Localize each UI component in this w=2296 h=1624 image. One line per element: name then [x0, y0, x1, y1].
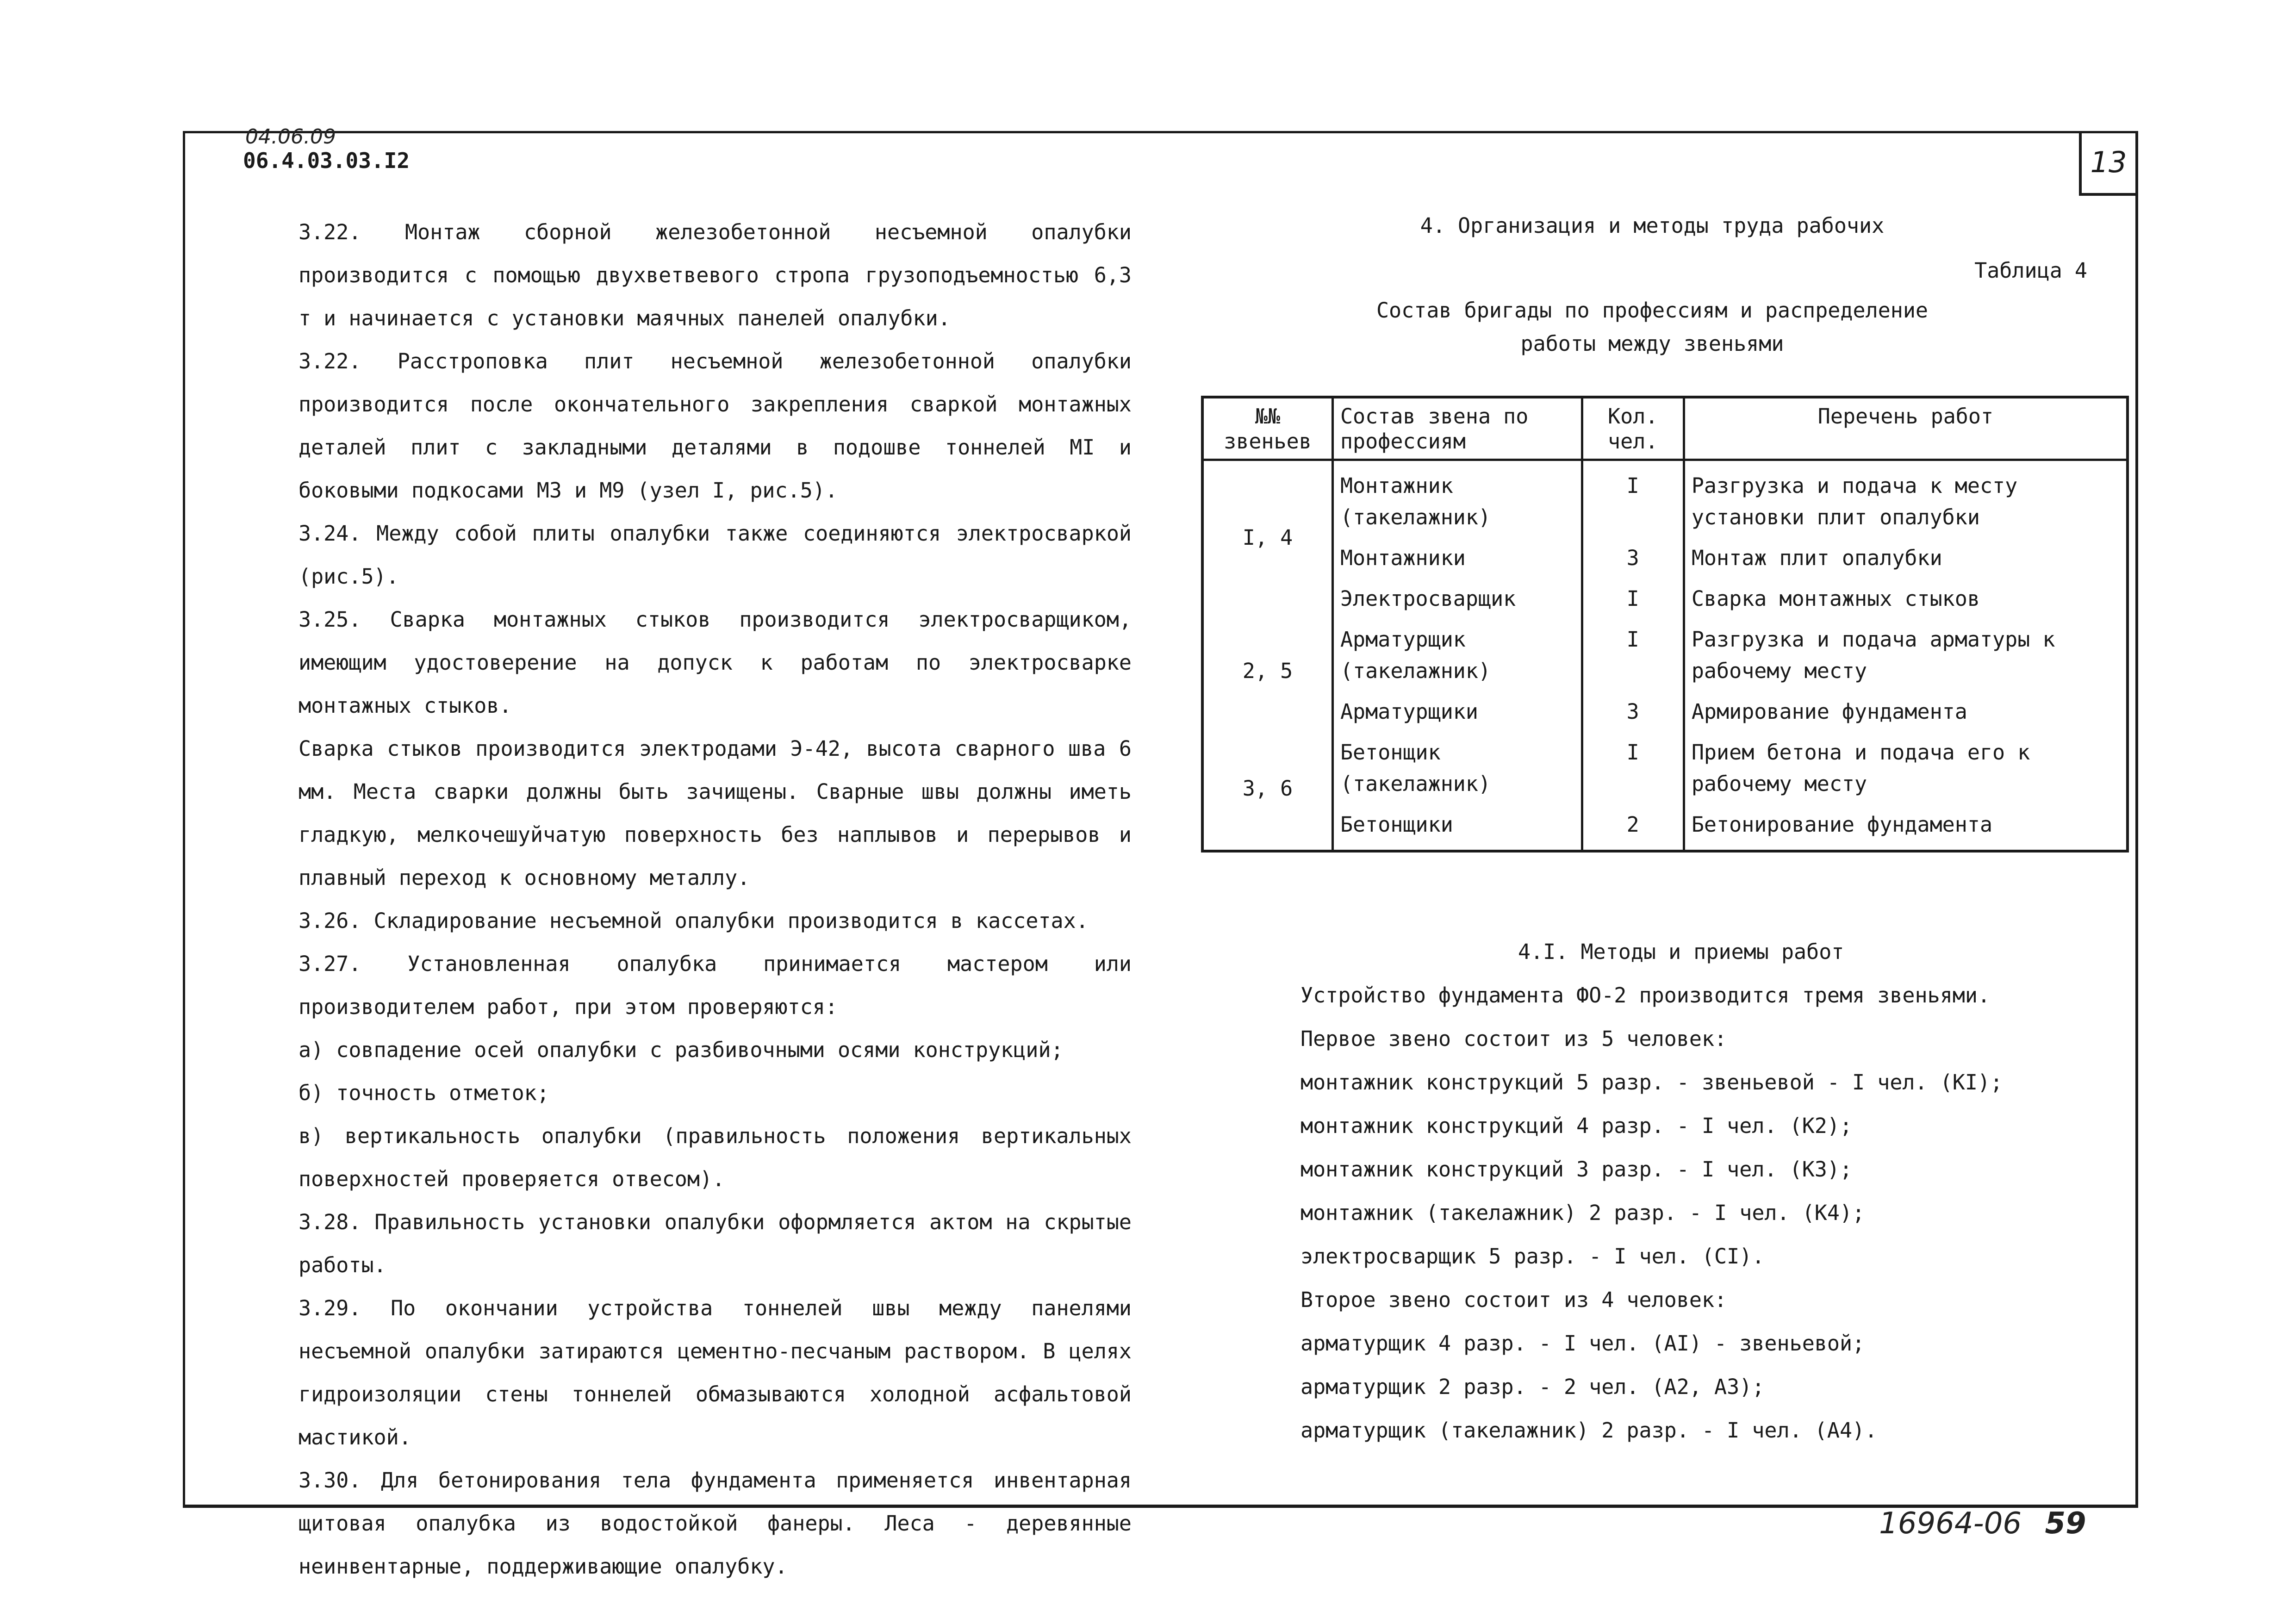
table-row [1202, 687, 2128, 728]
paragraph: 3.22. Монтаж сборной железобетонной несъемной опалубки производится с помощью двухветвевого стропа грузоподъемностью 6,3 т и начинается с установки маячных панелей опалубки. [299, 220, 1132, 330]
table-row [1202, 533, 2128, 574]
methods-line: арматурщик 2 разр. - 2 чел. (А2, А3); [1300, 1375, 1765, 1399]
methods-line: Устройство фундамента ФО-2 производится тремя звеньями. [1300, 983, 1991, 1008]
count-cell: 3 [1582, 533, 1684, 574]
page-number-box [2079, 131, 2138, 196]
profession-cell: Бетонщик (такелажник) [1332, 728, 1582, 800]
zveno-cell: 3, 6 [1202, 728, 1332, 851]
handwritten-code: 04.06.09 [245, 125, 336, 149]
paragraph: Сварка стыков производится электродами Э-42, высота сварного шва 6 мм. Места сварки должны быть зачищены. Сварные швы должны иметь гладкую, мелкочешуйчатую поверхность без наплывов и перерывов и плавный переход к основному металлу. [299, 736, 1132, 890]
paragraph: 3.30. Для бетонирования тела фундамента применяется инвентарная щитовая опалубка из водостойкой фанеры. Леса - деревянные неинвентарные, поддерживающие опалубку. [299, 1468, 1132, 1579]
profession-cell: Монтажники [1332, 533, 1582, 574]
table-row [1202, 460, 2128, 534]
header-composition: Состав звена по профессиям [1332, 397, 1582, 460]
methods-line: арматурщик 4 разр. - I чел. (АI) - звеньевой; [1300, 1331, 1865, 1356]
methods-line: Второе звено состоит из 4 человек: [1300, 1288, 1727, 1312]
stamp-code: 16964-06 [1879, 1506, 2022, 1541]
brigade-table [1201, 396, 2129, 852]
table-caption: Состав бригады по профессиям и распределение [1376, 298, 1929, 323]
count-cell: I [1582, 728, 1684, 800]
methods-title: 4.I. Методы и приемы работ [1518, 940, 1844, 964]
page-number: 13 [2090, 145, 2127, 179]
methods-section [1300, 930, 2134, 1452]
profession-cell: Арматурщик (такелажник) [1332, 615, 1582, 687]
table-label: Таблица 4 [1974, 258, 2087, 283]
methods-line: арматурщик (такелажник) 2 разр. - I чел. (А4). [1300, 1418, 1878, 1443]
document-code: 06.4.03.03.I2 [243, 148, 410, 173]
count-cell: I [1582, 460, 1684, 534]
right-column [1199, 204, 2106, 361]
paragraph: 3.27. Установленная опалубка принимается мастером или производителем работ, при этом проверяются: [299, 952, 1132, 1019]
profession-cell: Бетонщики [1332, 800, 1582, 851]
table-row [1202, 615, 2128, 687]
header-zveno: №№ звеньев [1202, 397, 1332, 460]
methods-line: монтажник конструкций 4 разр. - I чел. (К2); [1300, 1114, 1853, 1138]
works-cell: Бетонирование фундамента [1684, 800, 2128, 851]
header-count: Кол. чел. [1582, 397, 1684, 460]
stamp-number [1879, 1506, 2086, 1541]
profession-cell: Арматурщики [1332, 687, 1582, 728]
paragraph: а) совпадение осей опалубки с разбивочными осями конструкций; [299, 1038, 1064, 1062]
paragraph: 3.24. Между собой плиты опалубки также соединяются электросваркой (рис.5). [299, 521, 1132, 589]
profession-cell: Монтажник (такелажник) [1332, 460, 1582, 534]
header-works: Перечень работ [1684, 397, 2128, 460]
works-cell: Прием бетона и подача его к рабочему месту [1684, 728, 2128, 800]
left-column [211, 211, 1132, 1588]
works-cell: Разгрузка и подача арматуры к рабочему месту [1684, 615, 2128, 687]
zveno-cell: I, 4 [1202, 460, 1332, 615]
paragraph: 3.26. Складирование несъемной опалубки производится в кассетах. [299, 908, 1089, 933]
sheet-number: 59 [2045, 1506, 2086, 1541]
methods-line: Первое звено состоит из 5 человек: [1300, 1027, 1727, 1051]
count-cell: I [1582, 615, 1684, 687]
count-cell: 3 [1582, 687, 1684, 728]
paragraph: 3.28. Правильность установки опалубки оформляется актом на скрытые работы. [299, 1210, 1132, 1277]
count-cell: 2 [1582, 800, 1684, 851]
paragraph: 3.29. По окончании устройства тоннелей швы между панелями несъемной опалубки затираются цементно-песчаным раствором. В целях гидроизоляции стены тоннелей обмазываются холодной асфальтовой мастикой. [299, 1296, 1132, 1450]
works-cell: Сварка монтажных стыков [1684, 574, 2128, 615]
zveno-cell: 2, 5 [1202, 615, 1332, 728]
methods-line: монтажник конструкций 5 разр. - звеньевой - I чел. (КI); [1300, 1070, 2003, 1095]
table-row [1202, 800, 2128, 851]
profession-cell: Электросварщик [1332, 574, 1582, 615]
paragraph: б) точность отметок; [299, 1081, 549, 1105]
count-cell: I [1582, 574, 1684, 615]
methods-line: монтажник (такелажник) 2 разр. - I чел. (К4); [1300, 1201, 1865, 1225]
table-header-row [1202, 397, 2128, 460]
methods-line: монтажник конструкций 3 разр. - I чел. (К3); [1300, 1157, 1853, 1182]
table-row [1202, 728, 2128, 800]
paragraph: 3.22. Расстроповка плит несъемной железобетонной опалубки производится после окончательного закрепления сваркой монтажных деталей плит с закладными деталями в подошве тоннелей МI и боковыми подкосами М3 и М9 (узел I, рис.5). [299, 349, 1132, 503]
works-cell: Разгрузка и подача к месту установки плит опалубки [1684, 460, 2128, 534]
section-title: 4. Организация и методы труда рабочих [1420, 213, 1885, 238]
table-caption: работы между звеньями [1520, 331, 1784, 356]
works-cell: Монтаж плит опалубки [1684, 533, 2128, 574]
paragraph: 3.25. Сварка монтажных стыков производится электросварщиком, имеющим удостоверение на допуск к работам по электросварке монтажных стыков. [299, 607, 1132, 718]
table-row [1202, 574, 2128, 615]
works-cell: Армирование фундамента [1684, 687, 2128, 728]
methods-line: электросварщик 5 разр. - I чел. (СI). [1300, 1244, 1765, 1269]
paragraph: в) вертикальность опалубки (правильность положения вертикальных поверхностей проверяется отвесом). [299, 1124, 1132, 1191]
